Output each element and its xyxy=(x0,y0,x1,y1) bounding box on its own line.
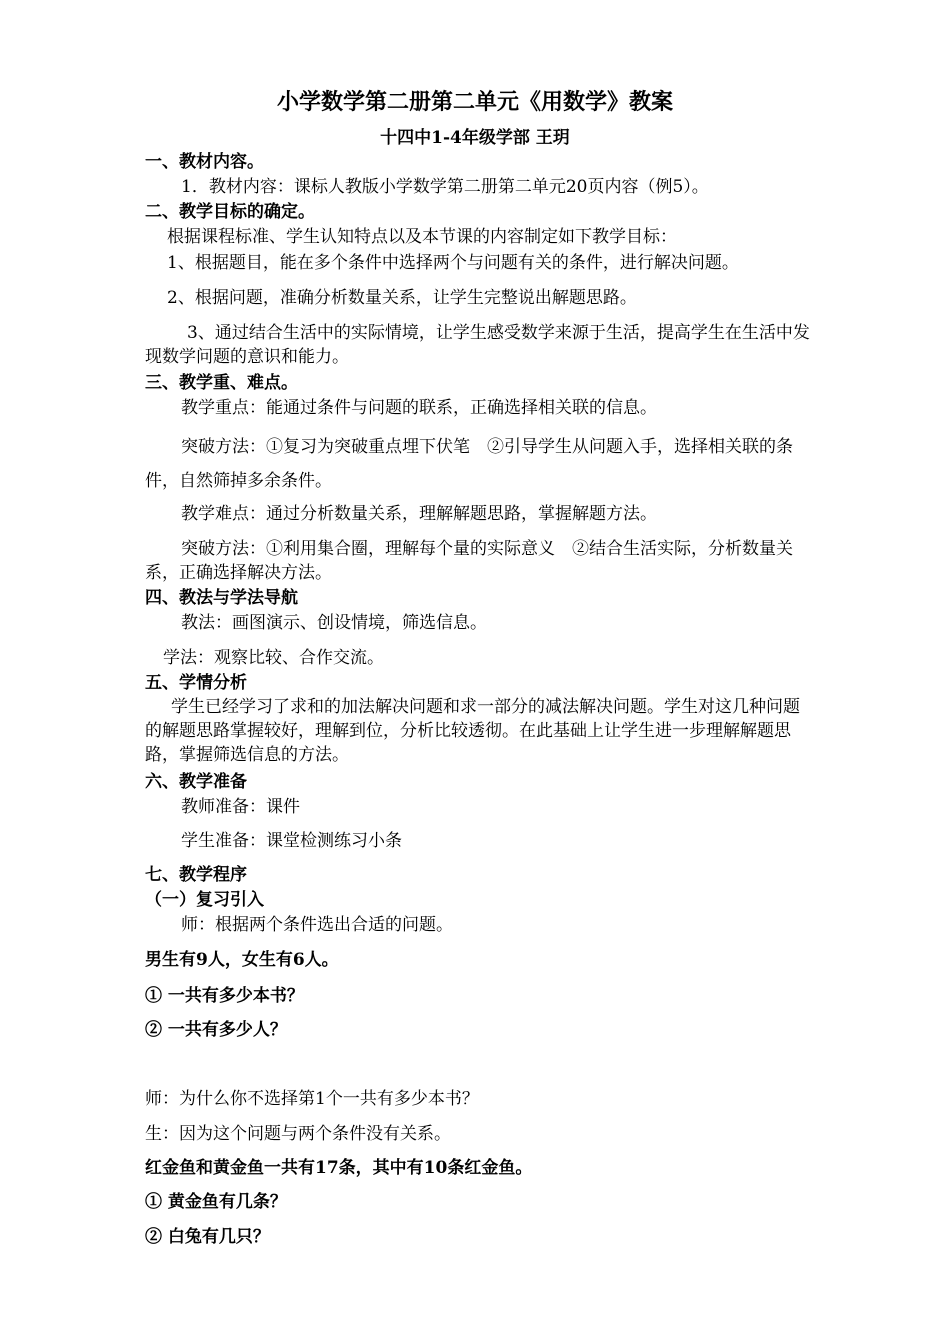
section-heading-methods: 四、教法与学法导航 xyxy=(145,588,298,608)
problem-2-option-a: ① 黄金鱼有几条？ xyxy=(145,1192,287,1212)
objective-item-3: 3、通过结合生活中的实际情境，让学生感受数学来源于生活，提高学生在生活中发现数学问题的意识和能力。 xyxy=(145,323,810,367)
key-point-method: 突破方法：①复习为突破重点埋下伏笔 ②引导学生从问题入手，选择相关联的条件，自然筛掉多余条件。 xyxy=(145,437,793,491)
document-author: 十四中1-4年级学部 王玥 xyxy=(380,128,570,148)
section-heading-procedure: 七、教学程序 xyxy=(145,865,247,885)
teacher-question: 师：为什么你不选择第1个一共有多少本书？ xyxy=(145,1089,479,1109)
student-preparation: 学生准备：课堂检测练习小条 xyxy=(181,831,402,851)
difficulty-method: 突破方法：①利用集合圈，理解每个量的实际意义 ②结合生活实际，分析数量关系，正确选择解决方法。 xyxy=(145,539,793,583)
teaching-method: 教法：画图演示、创设情境，筛选信息。 xyxy=(181,613,487,633)
procedure-step-review: （一）复习引入 xyxy=(145,890,264,910)
objective-item-2: 2、根据问题，准确分析数量关系，让学生完整说出解题思路。 xyxy=(167,288,637,308)
section-heading-objectives: 二、教学目标的确定。 xyxy=(145,202,315,222)
section-heading-materials: 一、教材内容。 xyxy=(145,152,264,172)
problem-1-statement: 男生有9人，女生有6人。 xyxy=(145,950,339,970)
learning-method: 学法：观察比较、合作交流。 xyxy=(163,648,384,668)
analysis-paragraph: 学生已经学习了求和的加法解决问题和求一部分的减法解决问题。学生对这几种问题的解题思路掌握较好，理解到位，分析比较透彻。在此基础上让学生进一步理解解题思路，掌握筛选信息的方法。 xyxy=(145,697,800,765)
problem-2-option-b: ② 白兔有几只？ xyxy=(145,1227,270,1247)
student-answer: 生：因为这个问题与两个条件没有关系。 xyxy=(145,1124,451,1144)
document-title: 小学数学第二册第二单元《用数学》教案 xyxy=(276,89,673,115)
problem-2-statement: 红金鱼和黄金鱼一共有17条，其中有10条红金鱼。 xyxy=(145,1158,533,1178)
materials-paragraph: 1．教材内容：课标人教版小学数学第二册第二单元20页内容（例5）。 xyxy=(181,177,709,197)
objective-item-1: 1、根据题目，能在多个条件中选择两个与问题有关的条件，进行解决问题。 xyxy=(167,253,739,273)
problem-1-option-a: ① 一共有多少本书？ xyxy=(145,986,304,1006)
problem-1-option-b: ② 一共有多少人？ xyxy=(145,1020,287,1040)
section-heading-key-points: 三、教学重、难点。 xyxy=(145,373,298,393)
objectives-intro: 根据课程标准、学生认知特点以及本节课的内容制定如下教学目标： xyxy=(167,227,677,247)
key-point-text: 教学重点：能通过条件与问题的联系，正确选择相关联的信息。 xyxy=(181,398,657,418)
difficulty-text: 教学难点：通过分析数量关系，理解解题思路，掌握解题方法。 xyxy=(181,504,657,524)
teacher-instruction: 师：根据两个条件选出合适的问题。 xyxy=(181,915,453,935)
teacher-preparation: 教师准备：课件 xyxy=(181,797,300,817)
section-heading-preparation: 六、教学准备 xyxy=(145,772,247,792)
section-heading-analysis: 五、学情分析 xyxy=(145,673,247,693)
